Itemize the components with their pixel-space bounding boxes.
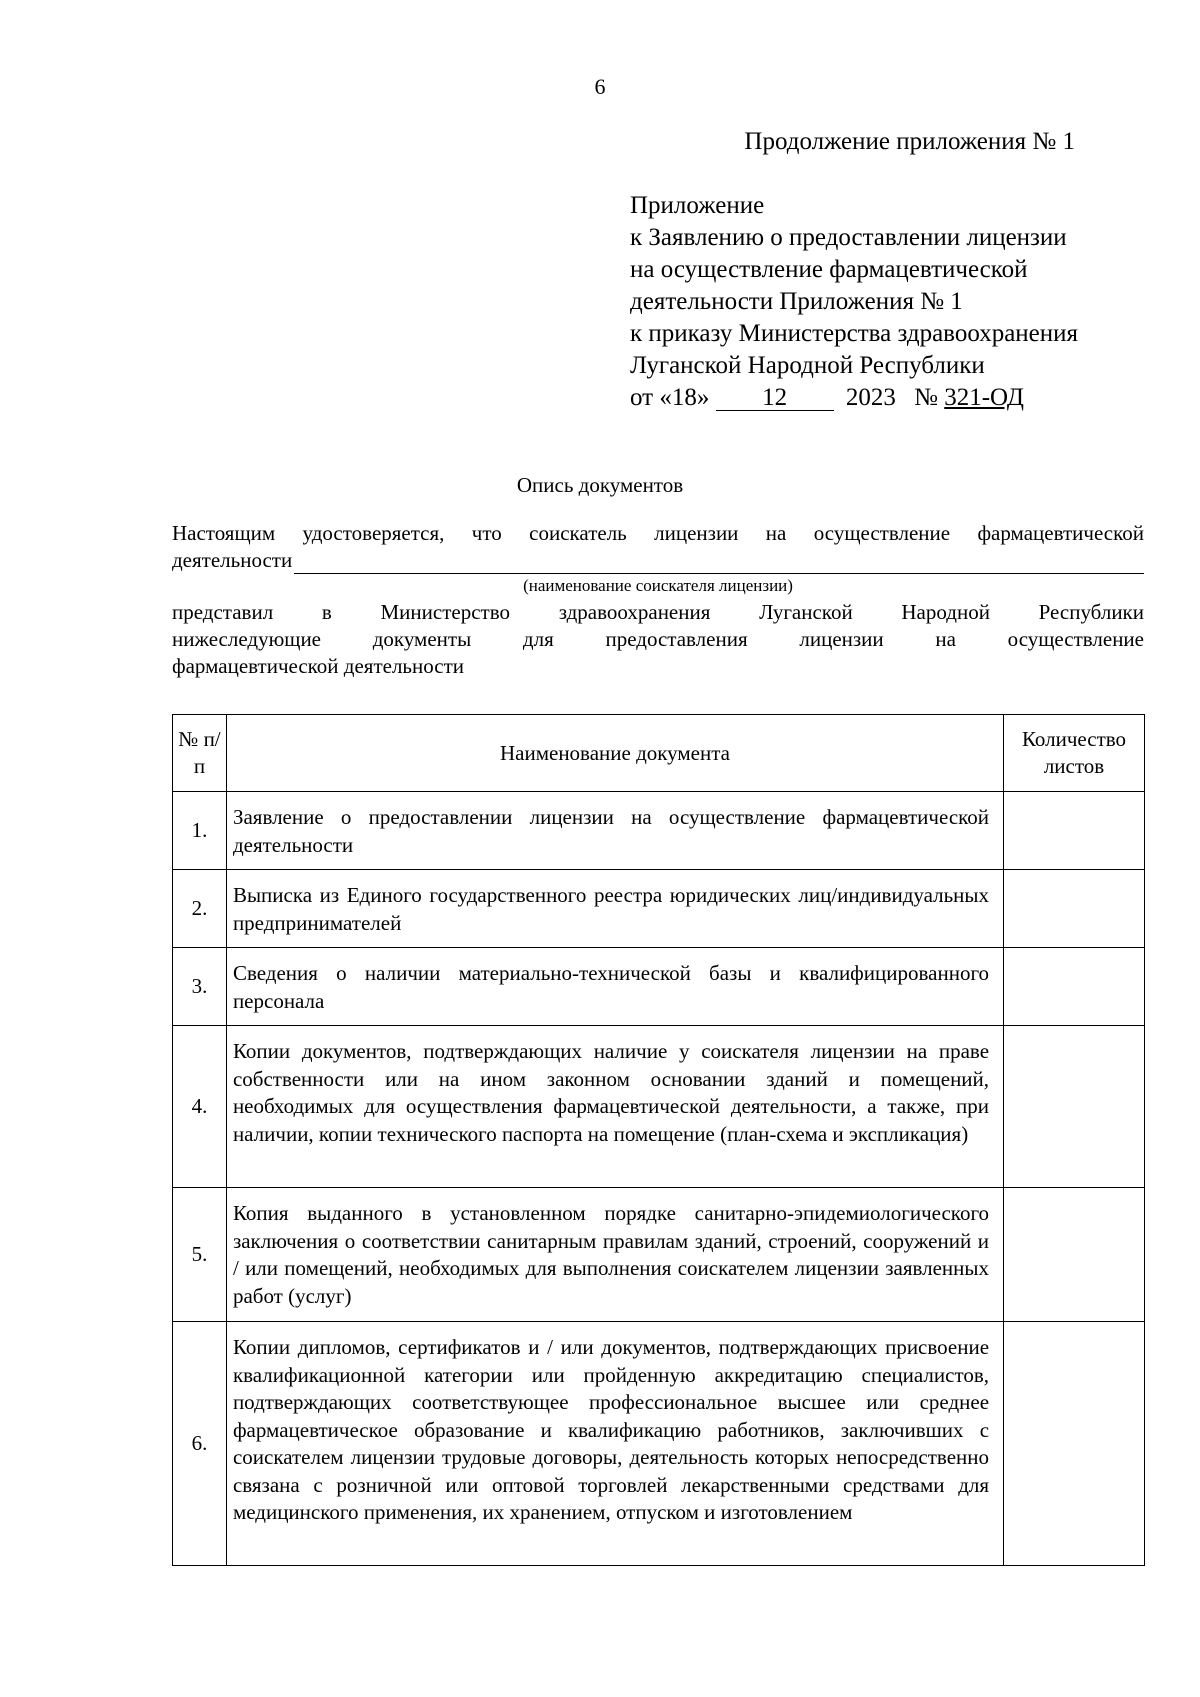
appendix-line-1: Приложение bbox=[630, 192, 765, 219]
table-row bbox=[173, 792, 1145, 870]
table-row bbox=[173, 1026, 1145, 1188]
date-prefix: от «18» bbox=[630, 384, 710, 411]
table-row bbox=[173, 1322, 1145, 1566]
table-row bbox=[173, 948, 1145, 1026]
header-count: Количество листов bbox=[1004, 715, 1145, 792]
appendix-line-2: к Заявлению о предоставлении лицензии bbox=[630, 224, 1067, 251]
row-count bbox=[1004, 792, 1145, 870]
intro-line-5: фармацевтической деятельности bbox=[172, 654, 465, 678]
row-text: Копии дипломов, сертификатов и / или документов, подтверждающих присвоение квалификационной категории или пройденную аккредитацию специалистов, подтверждающих соответствующее профессиональное высшее или среднее фармацевтическое образование и квалификацию работников, заключивших с соискателем лицензии трудовые договоры, деятельность которых непосредственно связана с розничной или оптовой торговлей лекарственными средствами для медицинского применения, их хранением, отпуском и изготовлением bbox=[226, 1322, 1003, 1566]
applicant-name-field bbox=[294, 551, 1144, 574]
table-row bbox=[173, 870, 1145, 948]
order-number: 321-ОД bbox=[944, 384, 1024, 411]
row-num: 1. bbox=[173, 792, 227, 870]
header-name: Наименование документа bbox=[226, 715, 1003, 792]
appendix-line-6: Луганской Народной Республики bbox=[630, 352, 985, 379]
row-num: 2. bbox=[173, 870, 227, 948]
intro-line-3: представил в Министерство здравоохранения Луганской Народной Республики bbox=[172, 600, 1144, 624]
row-count bbox=[1004, 948, 1145, 1026]
intro-line-4: нижеследующие документы для предоставления лицензии на осуществление bbox=[172, 627, 1144, 651]
appendix-date-line bbox=[630, 382, 1078, 414]
row-num: 3. bbox=[173, 948, 227, 1026]
number-sign: № bbox=[914, 384, 938, 411]
header-num: № п/п bbox=[173, 715, 227, 792]
document-title: Опись документов bbox=[516, 473, 684, 497]
row-num: 6. bbox=[173, 1322, 227, 1566]
row-text: Выписка из Единого государственного реестра юридических лиц/индивидуальных предпринимателей bbox=[226, 870, 1003, 948]
row-count bbox=[1004, 870, 1145, 948]
intro-line-2: деятельности bbox=[172, 548, 293, 572]
month-field: 12 bbox=[716, 386, 834, 411]
table-header-row bbox=[173, 715, 1145, 792]
row-text: Заявление о предоставлении лицензии на осуществление фармацевтической деятельности bbox=[226, 792, 1003, 870]
continuation-heading: Продолжение приложения № 1 bbox=[744, 128, 1075, 155]
row-text: Копии документов, подтверждающих наличие у соискателя лицензии на праве собственности или на ином законном основании зданий и помещений, необходимых для осуществления фармацевтической деятельности, а также, при наличии, копии технического паспорта на помещение (план-схема и экспликация) bbox=[226, 1026, 1003, 1188]
appendix-line-3: на осуществление фармацевтической bbox=[630, 256, 1028, 283]
applicant-line bbox=[172, 547, 1144, 574]
appendix-line-5: к приказу Министерства здравоохранения bbox=[630, 320, 1079, 347]
documents-table bbox=[172, 714, 1145, 1566]
row-text: Сведения о наличии материально-технической базы и квалифицированного персонала bbox=[226, 948, 1003, 1026]
appendix-line-4: деятельности Приложения № 1 bbox=[630, 288, 963, 315]
row-count bbox=[1004, 1188, 1145, 1322]
applicant-caption: (наименование соискателя лицензии) bbox=[523, 576, 793, 595]
year: 2023 bbox=[845, 384, 896, 411]
table-row bbox=[173, 1188, 1145, 1322]
intro-line-1: Настоящим удостоверяется, что соискатель лицензии на осуществление фармацевтической bbox=[172, 521, 1144, 545]
page-number: 6 bbox=[594, 74, 606, 99]
row-count bbox=[1004, 1322, 1145, 1566]
row-count bbox=[1004, 1026, 1145, 1188]
intro-paragraph bbox=[172, 520, 1144, 680]
row-num: 5. bbox=[173, 1188, 227, 1322]
appendix-block bbox=[630, 190, 1078, 414]
row-num: 4. bbox=[173, 1026, 227, 1188]
row-text: Копия выданного в установленном порядке санитарно-эпидемиологического заключения о соответствии санитарным правилам зданий, строений, сооружений и / или помещений, необходимых для выполнения соискателем лицензии заявленных работ (услуг) bbox=[226, 1188, 1003, 1322]
